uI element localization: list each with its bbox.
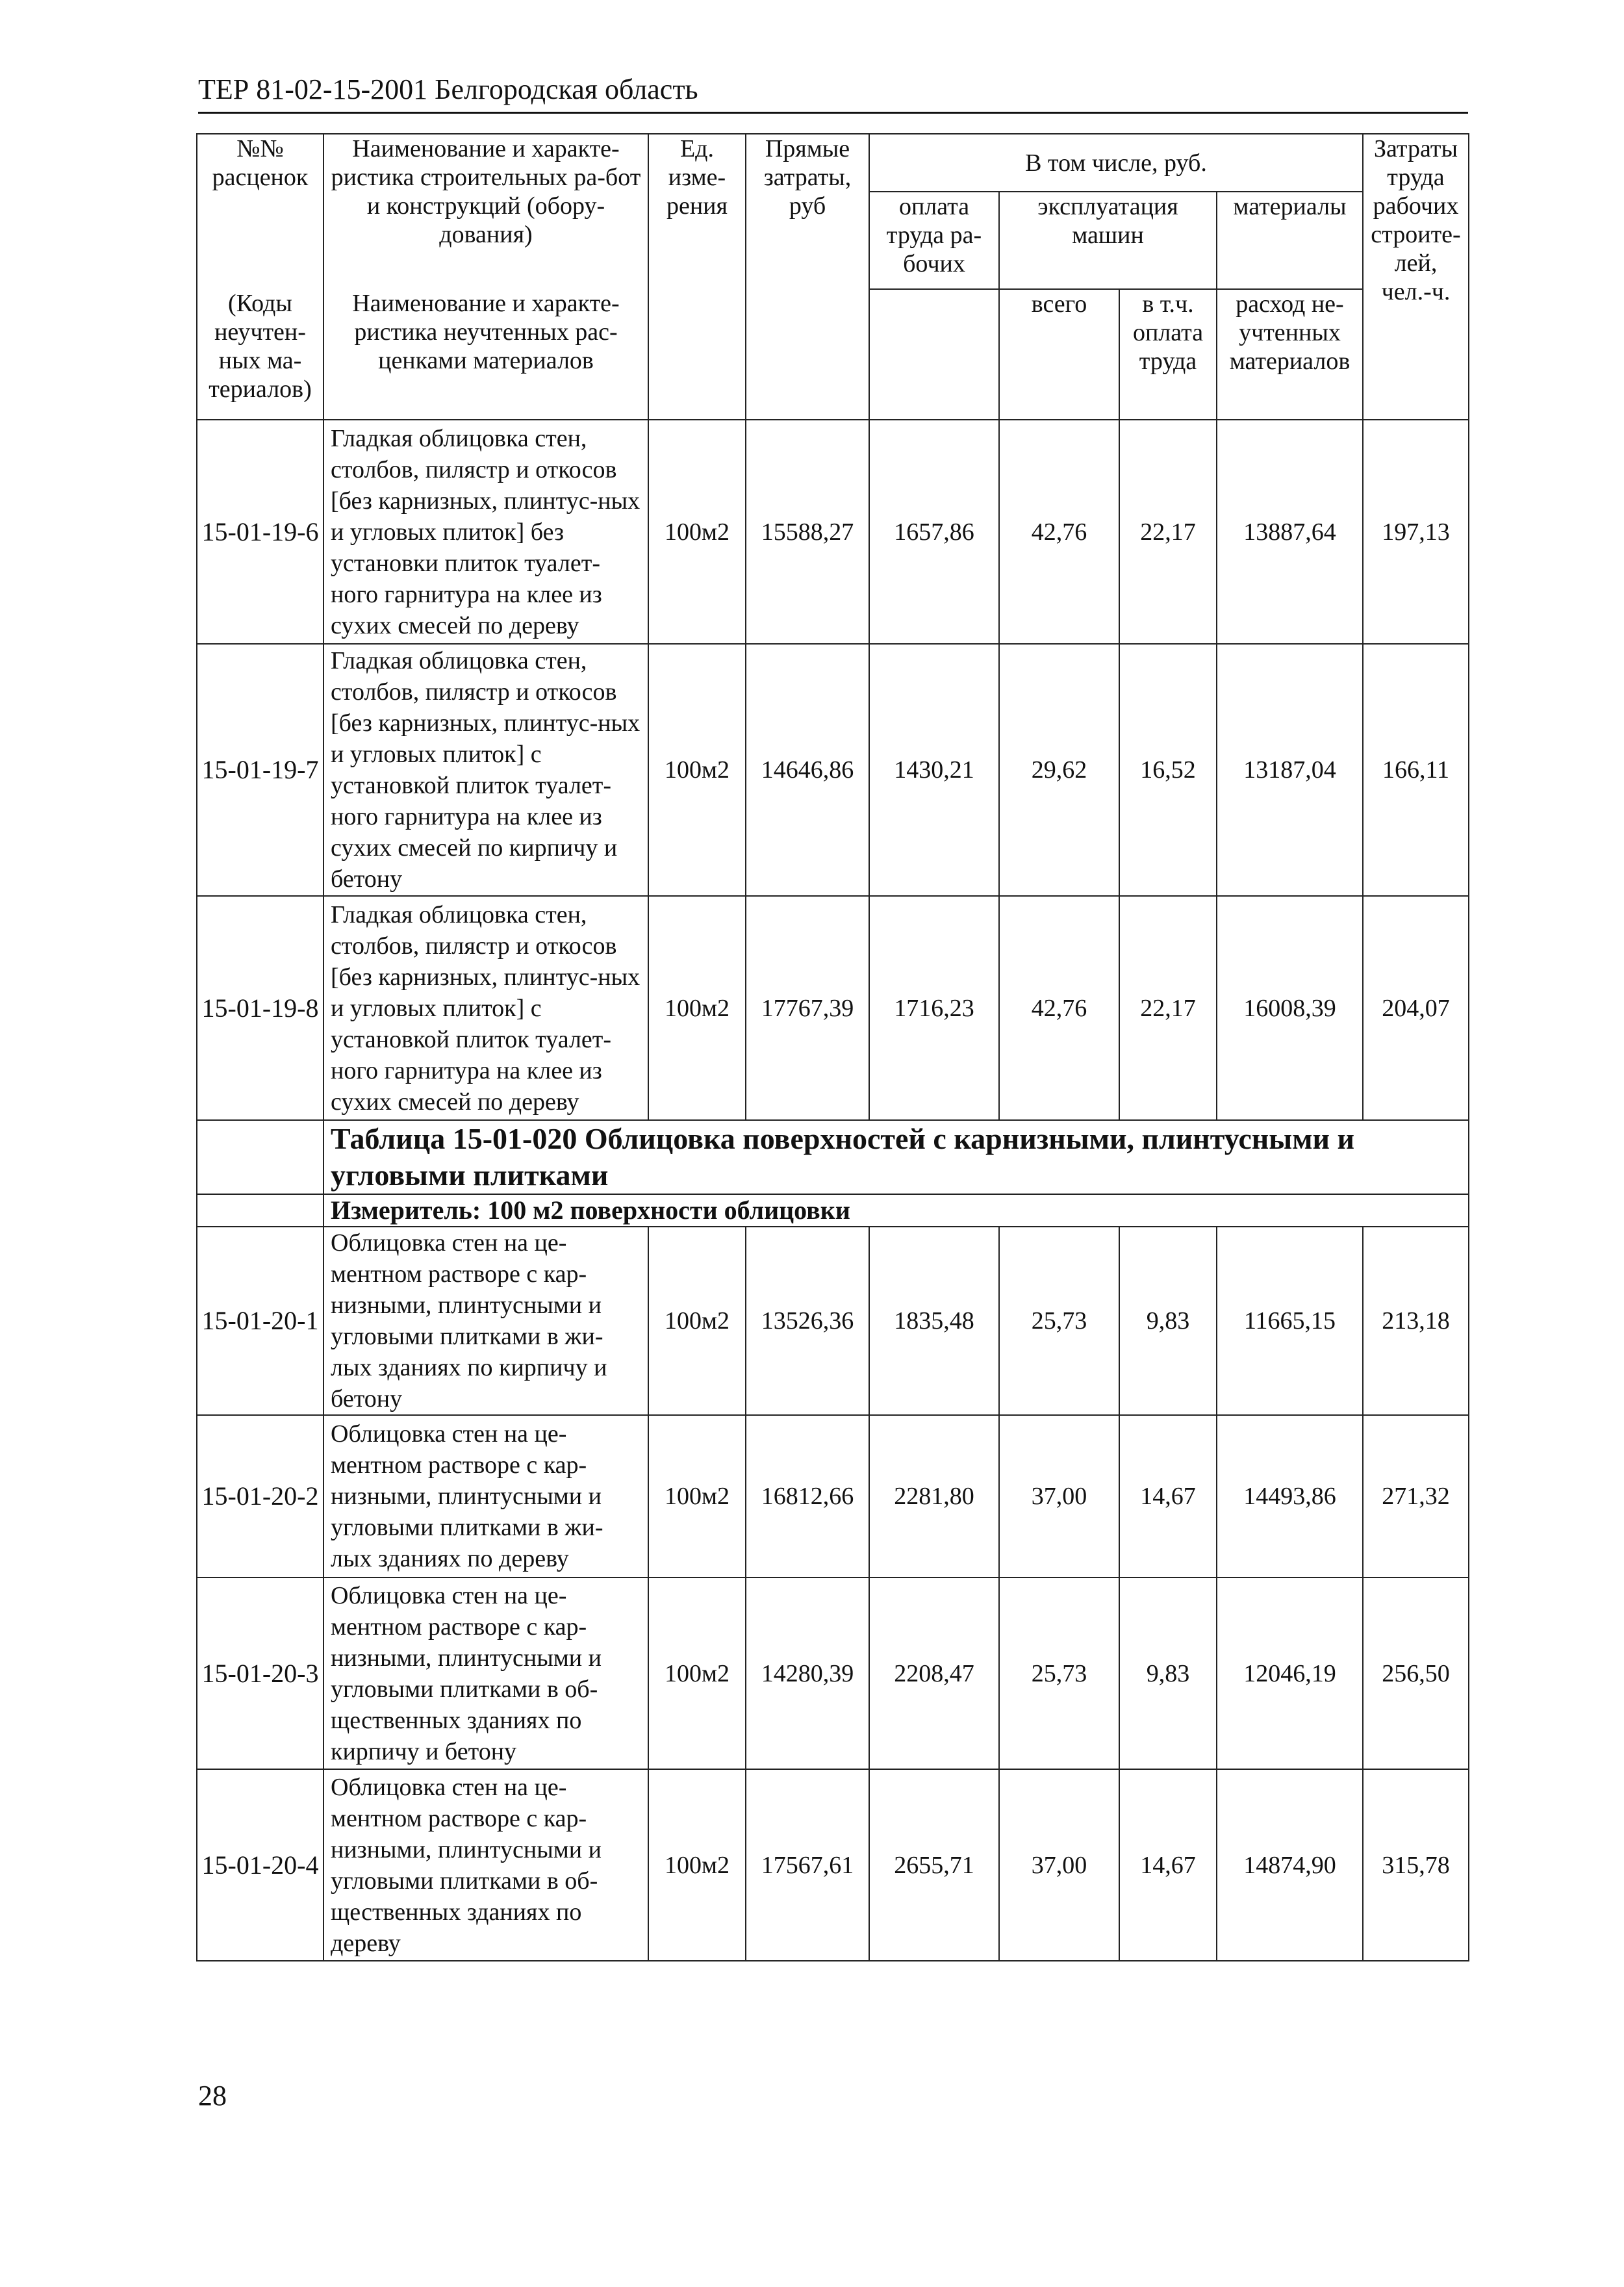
col-incl-header: В том числе, руб.	[869, 134, 1363, 192]
rate-mach-wages: 16,52	[1119, 644, 1217, 896]
rate-materials: 13187,04	[1217, 644, 1363, 896]
col-wages-header: оплата труда ра-бочих	[869, 192, 999, 289]
rate-mach-total: 25,73	[999, 1578, 1119, 1769]
rate-code: 15-01-19-6	[197, 420, 324, 644]
page-header-title: ТЕР 81-02-15-2001 Белгородская область	[198, 73, 698, 105]
section-code-spacer	[197, 1120, 324, 1194]
rate-mach-total: 37,00	[999, 1769, 1119, 1961]
rate-mach-total: 37,00	[999, 1415, 1119, 1578]
col-unit-header: Ед. изме-рения	[648, 134, 746, 420]
rate-mach-wages: 14,67	[1119, 1415, 1217, 1578]
rate-mach-total: 29,62	[999, 644, 1119, 896]
rate-materials: 11665,15	[1217, 1227, 1363, 1415]
rate-unit: 100м2	[648, 644, 746, 896]
rate-wages: 2281,80	[869, 1415, 999, 1578]
rate-materials: 12046,19	[1217, 1578, 1363, 1769]
rate-materials: 14874,90	[1217, 1769, 1363, 1961]
rate-name: Облицовка стен на це-ментном растворе с кар-низными, плинтусными и угловыми плитками в об-щественных зданиях по дереву	[324, 1769, 648, 1961]
section-meter: Измеритель: 100 м2 поверхности облицовки	[324, 1194, 1469, 1227]
rate-direct: 14280,39	[746, 1578, 869, 1769]
rate-code: 15-01-20-4	[197, 1769, 324, 1961]
rate-code: 15-01-20-1	[197, 1227, 324, 1415]
col-wages-spacer	[869, 289, 999, 420]
rate-unit: 100м2	[648, 1769, 746, 1961]
table-row	[197, 1578, 1469, 1769]
col-direct-header: Прямые затраты, руб	[746, 134, 869, 420]
table-row	[197, 1415, 1469, 1578]
rate-mach-wages: 9,83	[1119, 1578, 1217, 1769]
col-mach-wages-header: в т.ч. оплата труда	[1119, 289, 1217, 420]
table-row	[197, 644, 1469, 896]
rate-mach-total: 42,76	[999, 420, 1119, 644]
rate-wages: 1716,23	[869, 896, 999, 1120]
rate-mach-wages: 14,67	[1119, 1769, 1217, 1961]
col-labor-header: Затраты труда рабочих строите-лей, чел.-ч.	[1363, 134, 1469, 420]
rate-unit: 100м2	[648, 1415, 746, 1578]
rate-direct: 13526,36	[746, 1227, 869, 1415]
rate-name: Гладкая облицовка стен, столбов, пилястр и откосов [без карнизных, плинтус-ных и угловых плиток] без установки плиток туалет-ного гарнитура на клее из сухих смесей по дереву	[324, 420, 648, 644]
rate-name: Облицовка стен на це-ментном растворе с кар-низными, плинтусными и угловыми плитками в жи-лых зданиях по дереву	[324, 1415, 648, 1578]
header-row-1	[197, 134, 1469, 192]
table-row	[197, 420, 1469, 644]
rate-materials: 13887,64	[1217, 420, 1363, 644]
col-materials-header: материалы	[1217, 192, 1363, 289]
col-mach-total-header: всего	[999, 289, 1119, 420]
col-name-alt-header: Наименование и характе-ристика неучтенных рас-ценками материалов	[324, 289, 648, 420]
table-row	[197, 1227, 1469, 1415]
rate-direct: 15588,27	[746, 420, 869, 644]
rate-wages: 1657,86	[869, 420, 999, 644]
rate-labor: 271,32	[1363, 1415, 1469, 1578]
rate-code: 15-01-19-7	[197, 644, 324, 896]
col-machines-header: эксплуатация машин	[999, 192, 1217, 289]
rate-unit: 100м2	[648, 1227, 746, 1415]
rate-labor: 166,11	[1363, 644, 1469, 896]
meter-code-spacer	[197, 1194, 324, 1227]
rate-materials: 16008,39	[1217, 896, 1363, 1120]
rate-wages: 2655,71	[869, 1769, 999, 1961]
col-num-header: №№ расценок	[197, 134, 324, 192]
rate-wages: 1430,21	[869, 644, 999, 896]
rate-direct: 17567,61	[746, 1769, 869, 1961]
rate-code: 15-01-19-8	[197, 896, 324, 1120]
page-number: 28	[198, 2080, 227, 2112]
section-title-row	[197, 1120, 1469, 1194]
rate-name: Гладкая облицовка стен, столбов, пилястр и откосов [без карнизных, плинтус-ных и угловых плиток] с установкой плиток туалет-ного гарнитура на клее из сухих смесей по дереву	[324, 896, 648, 1120]
rate-labor: 256,50	[1363, 1578, 1469, 1769]
rate-direct: 16812,66	[746, 1415, 869, 1578]
rate-labor: 315,78	[1363, 1769, 1469, 1961]
rate-unit: 100м2	[648, 420, 746, 644]
rate-labor: 213,18	[1363, 1227, 1469, 1415]
table-row	[197, 1769, 1469, 1961]
section-meter-row	[197, 1194, 1469, 1227]
rate-code: 15-01-20-3	[197, 1578, 324, 1769]
rate-labor: 197,13	[1363, 420, 1469, 644]
rate-unit: 100м2	[648, 1578, 746, 1769]
col-name-header: Наименование и характе-ристика строительных ра-бот и конструкций (обору-дования)	[324, 134, 648, 289]
rate-direct: 17767,39	[746, 896, 869, 1120]
rate-mach-total: 42,76	[999, 896, 1119, 1120]
rates-table	[196, 133, 1469, 1961]
col-materials-alt-header: расход не-учтенных материалов	[1217, 289, 1363, 420]
section-title: Таблица 15-01-020 Облицовка поверхностей с карнизными, плинтусными и угловыми плитками	[324, 1120, 1469, 1194]
rate-wages: 1835,48	[869, 1227, 999, 1415]
rate-mach-wages: 9,83	[1119, 1227, 1217, 1415]
rate-unit: 100м2	[648, 896, 746, 1120]
rate-name: Облицовка стен на це-ментном растворе с кар-низными, плинтусными и угловыми плитками в жи-лых зданиях по кирпичу и бетону	[324, 1227, 648, 1415]
rate-mach-total: 25,73	[999, 1227, 1119, 1415]
rate-direct: 14646,86	[746, 644, 869, 896]
rate-mach-wages: 22,17	[1119, 420, 1217, 644]
rate-materials: 14493,86	[1217, 1415, 1363, 1578]
rate-name: Облицовка стен на це-ментном растворе с кар-низными, плинтусными и угловыми плитками в об-щественных зданиях по кирпичу и бетону	[324, 1578, 648, 1769]
rate-code: 15-01-20-2	[197, 1415, 324, 1578]
col-num-spacer	[197, 192, 324, 289]
rate-wages: 2208,47	[869, 1578, 999, 1769]
rate-labor: 204,07	[1363, 896, 1469, 1120]
col-codes-header: (Коды неучтен-ных ма-териалов)	[197, 289, 324, 420]
rate-mach-wages: 22,17	[1119, 896, 1217, 1120]
table-row	[197, 896, 1469, 1120]
rate-name: Гладкая облицовка стен, столбов, пилястр и откосов [без карнизных, плинтус-ных и угловых плиток] с установкой плиток туалет-ного гарнитура на клее из сухих смесей по кирпичу и бетону	[324, 644, 648, 896]
header-rule	[198, 112, 1468, 114]
